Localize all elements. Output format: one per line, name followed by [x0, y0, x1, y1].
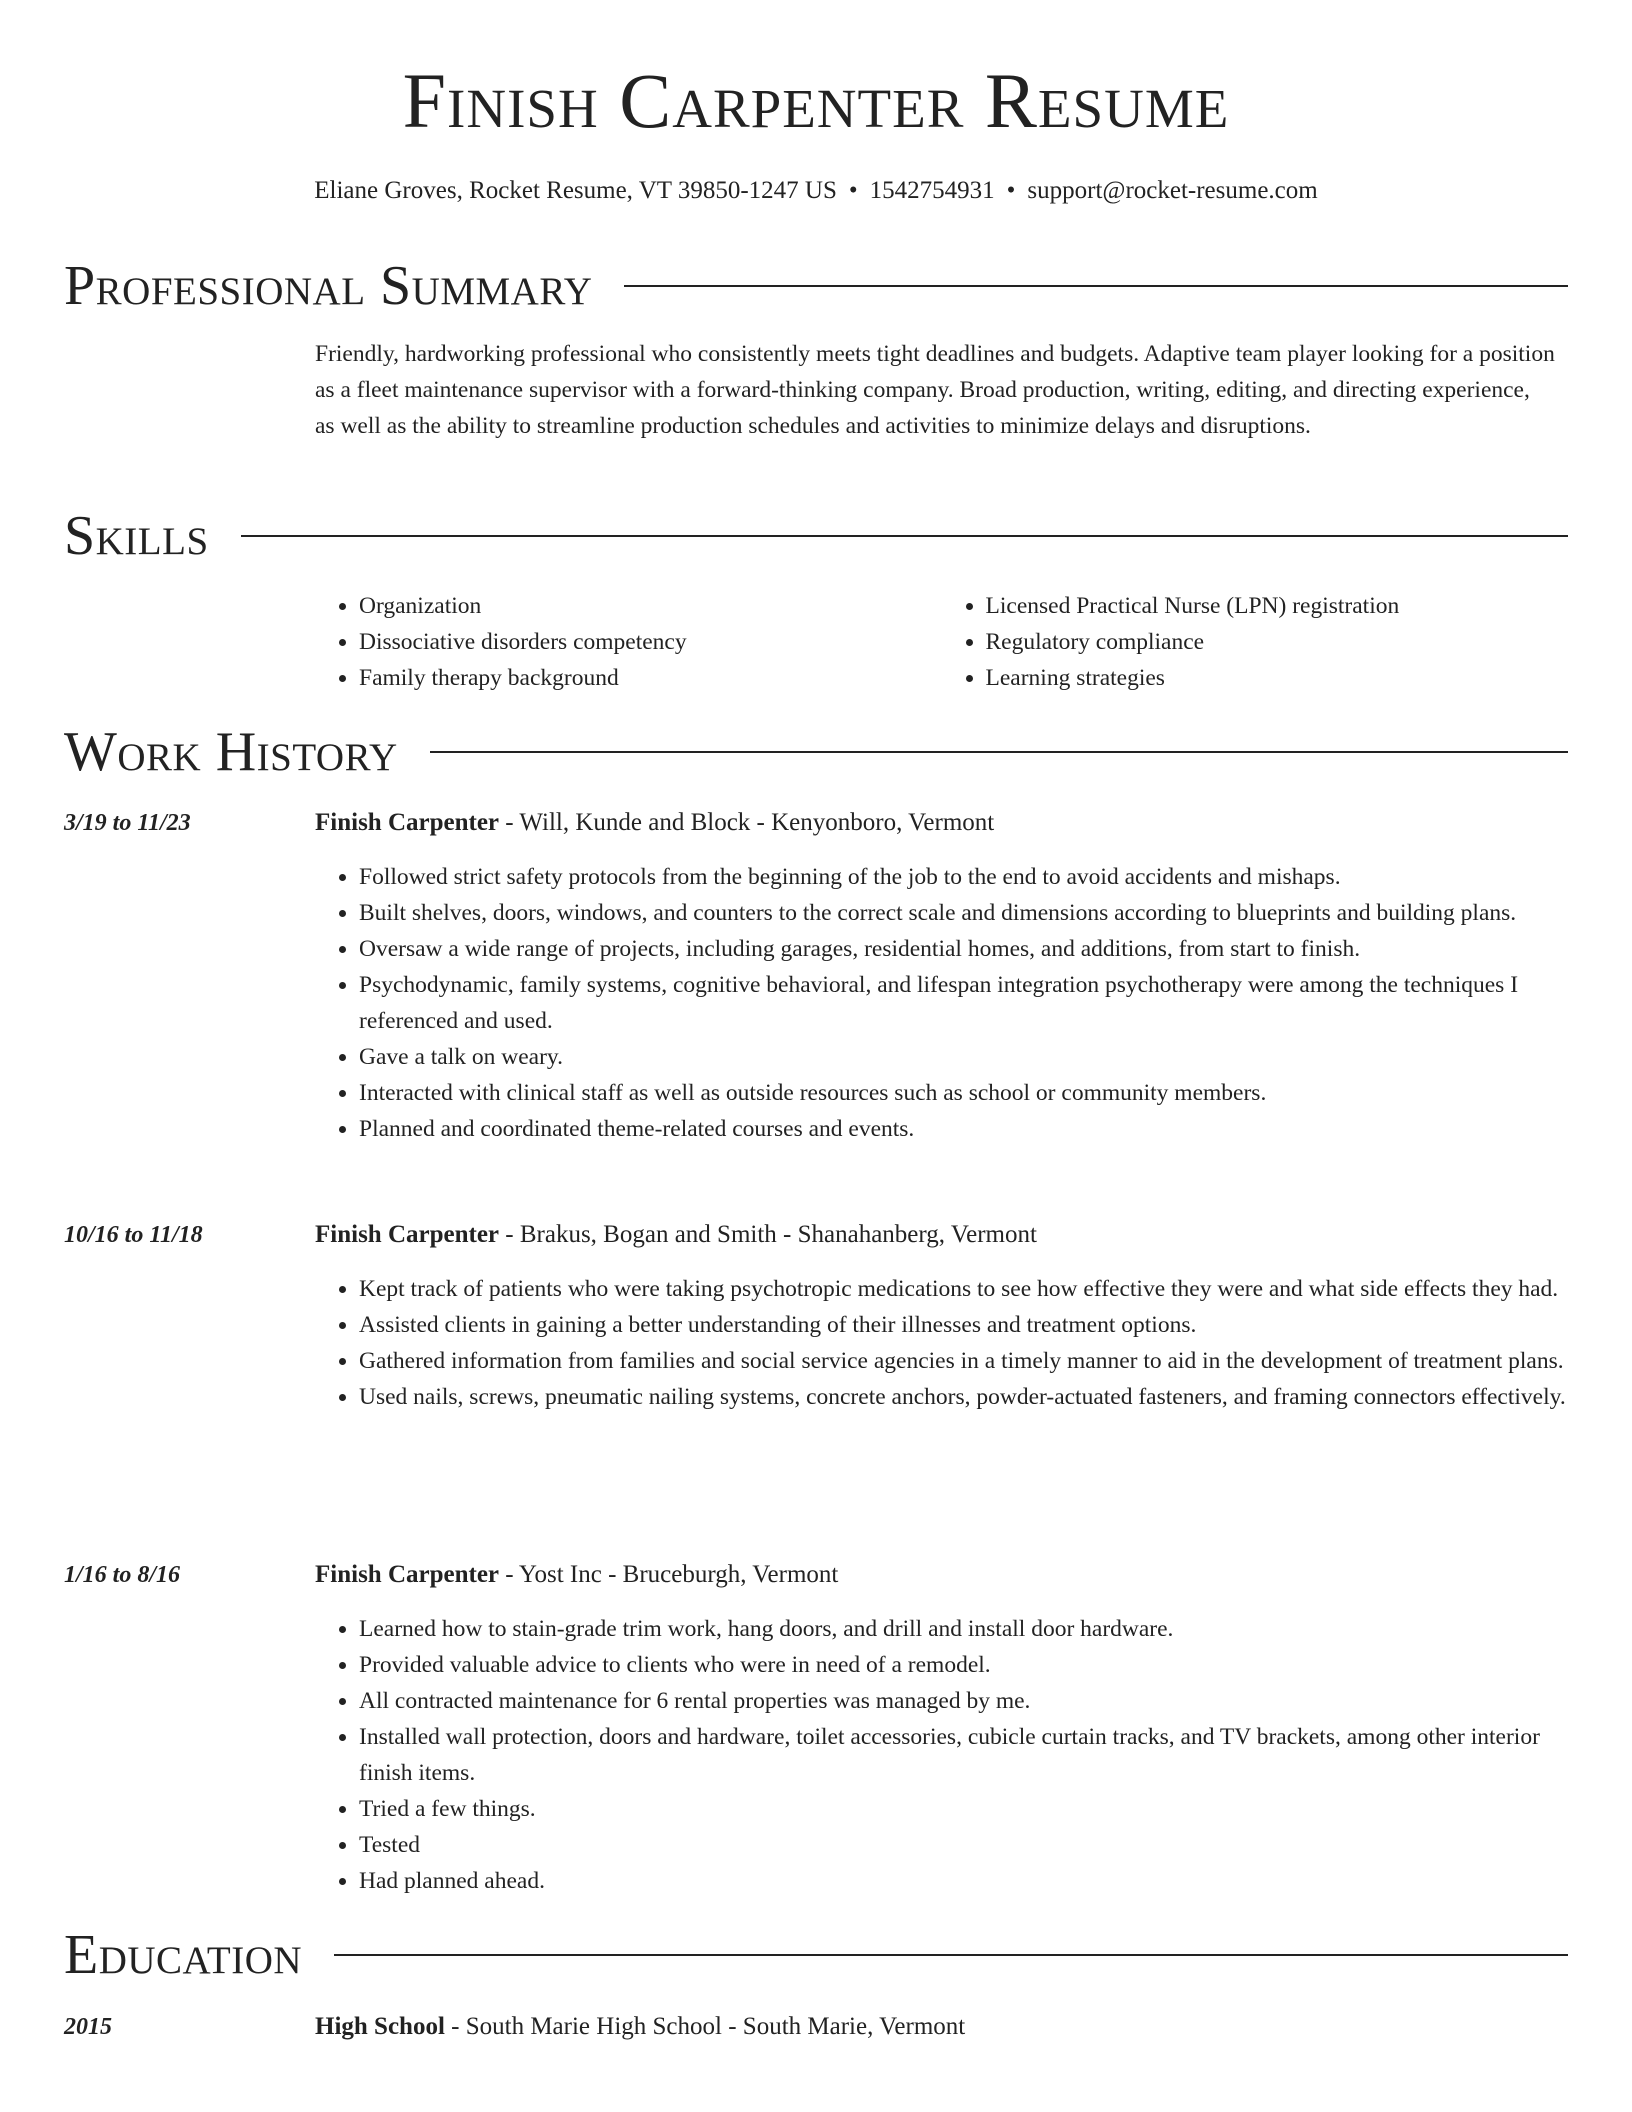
skill-item: • Dissociative disorders competency — [359, 624, 942, 660]
list-item: • Gathered information from families and social service agencies in a timely manner to aid in the development of treatment plans. — [359, 1343, 1568, 1379]
education-header — [315, 2009, 1568, 2045]
contact-separator: • — [1006, 177, 1016, 204]
contact-address: Eliane Groves, Rocket Resume, VT 39850-1247 US — [314, 177, 837, 204]
job-header — [315, 1557, 1568, 1593]
education-section-header — [64, 1925, 1568, 1985]
job-employer: - Will, Kunde and Block - Kenyonboro, Vermont — [499, 809, 995, 836]
education-title: High School — [315, 2013, 445, 2040]
work-section-header — [64, 722, 1568, 782]
job-employer: - Yost Inc - Bruceburgh, Vermont — [499, 1561, 839, 1588]
page-title: Finish Carpenter Resume — [402, 57, 1230, 144]
job-header — [315, 1217, 1568, 1253]
job-bullets — [315, 859, 1568, 1147]
job-bullets — [315, 1611, 1568, 1899]
list-item: • Installed wall protection, doors and hardware, toilet accessories, cubicle curtain tracks, and TV brackets, among other interior finish items. — [359, 1719, 1568, 1791]
contact-line — [0, 176, 1632, 206]
skills-section-header — [64, 506, 1568, 566]
education-entry — [64, 2009, 1568, 2045]
job-header — [315, 805, 1568, 841]
job-title: Finish Carpenter — [315, 1561, 500, 1588]
job-date: 3/19 to 11/23 — [64, 810, 191, 836]
job-title: Finish Carpenter — [315, 809, 500, 836]
job-date: 10/16 to 11/18 — [64, 1222, 203, 1248]
skills-column-right — [942, 588, 1569, 696]
job-employer: - Brakus, Bogan and Smith - Shanahanberg, Vermont — [499, 1221, 1037, 1248]
job-entry — [64, 1557, 1568, 1899]
education-heading: Education — [64, 1924, 303, 1986]
contact-separator: • — [848, 177, 858, 204]
list-item: • Built shelves, doors, windows, and counters to the correct scale and dimensions according to blueprints and building plans. — [359, 895, 1568, 931]
education-school: - South Marie High School - South Marie, Vermont — [444, 2013, 966, 2040]
job-entry — [64, 805, 1568, 1147]
list-item: • All contracted maintenance for 6 rental properties was managed by me. — [359, 1683, 1568, 1719]
job-date: 1/16 to 8/16 — [64, 1562, 181, 1588]
skills-column-left — [315, 588, 942, 696]
list-item: • Oversaw a wide range of projects, including garages, residential homes, and additions, from start to finish. — [359, 931, 1568, 967]
list-item: • Tested — [359, 1827, 1568, 1863]
skill-item: • Organization — [359, 588, 942, 624]
summary-text: Friendly, hardworking professional who consistently meets tight deadlines and budgets. Adaptive team player looking for a position as a fleet maintenance supervisor with a forward-thinking company. Broad production, writing, editing, and directing experience, as well as the ability to streamline production schedules and activities to minimize delays and disruptions. — [315, 341, 1555, 439]
list-item: • Planned and coordinated theme-related courses and events. — [359, 1111, 1568, 1147]
summary-heading: Professional Summary — [64, 255, 593, 317]
list-item: • Learned how to stain-grade trim work, hang doors, and drill and install door hardware. — [359, 1611, 1568, 1647]
list-item: • Interacted with clinical staff as well as outside resources such as school or community members. — [359, 1075, 1568, 1111]
list-item: • Psychodynamic, family systems, cognitive behavioral, and lifespan integration psychotherapy were among the techniques I referenced and used. — [359, 967, 1568, 1039]
list-item: • Assisted clients in gaining a better understanding of their illnesses and treatment options. — [359, 1307, 1568, 1343]
list-item: • Kept track of patients who were taking psychotropic medications to see how effective they were and what side effects they had. — [359, 1271, 1568, 1307]
summary-section-header — [64, 256, 1568, 316]
list-item: • Had planned ahead. — [359, 1863, 1568, 1899]
list-item: • Tried a few things. — [359, 1791, 1568, 1827]
job-bullets — [315, 1271, 1568, 1415]
education-date: 2015 — [64, 2014, 112, 2040]
list-item: • Provided valuable advice to clients who were in need of a remodel. — [359, 1647, 1568, 1683]
section-divider — [624, 285, 1568, 287]
list-item: • Gave a talk on weary. — [359, 1039, 1568, 1075]
section-divider — [241, 535, 1568, 537]
skill-item: • Regulatory compliance — [986, 624, 1569, 660]
job-entry — [64, 1217, 1568, 1415]
work-heading: Work History — [64, 721, 398, 783]
section-divider — [334, 1954, 1568, 1956]
skills-heading: Skills — [64, 505, 209, 567]
job-title: Finish Carpenter — [315, 1221, 500, 1248]
skill-item: • Licensed Practical Nurse (LPN) registration — [986, 588, 1569, 624]
skill-item: • Family therapy background — [359, 660, 942, 696]
list-item: • Used nails, screws, pneumatic nailing systems, concrete anchors, powder-actuated fasteners, and framing connectors effectively. — [359, 1379, 1568, 1415]
section-divider — [430, 751, 1568, 753]
skills-list — [315, 588, 1568, 696]
list-item: • Followed strict safety protocols from the beginning of the job to the end to avoid accidents and mishaps. — [359, 859, 1568, 895]
contact-email: support@rocket-resume.com — [1027, 177, 1318, 204]
skill-item: • Learning strategies — [986, 660, 1569, 696]
contact-phone: 1542754931 — [869, 177, 995, 204]
